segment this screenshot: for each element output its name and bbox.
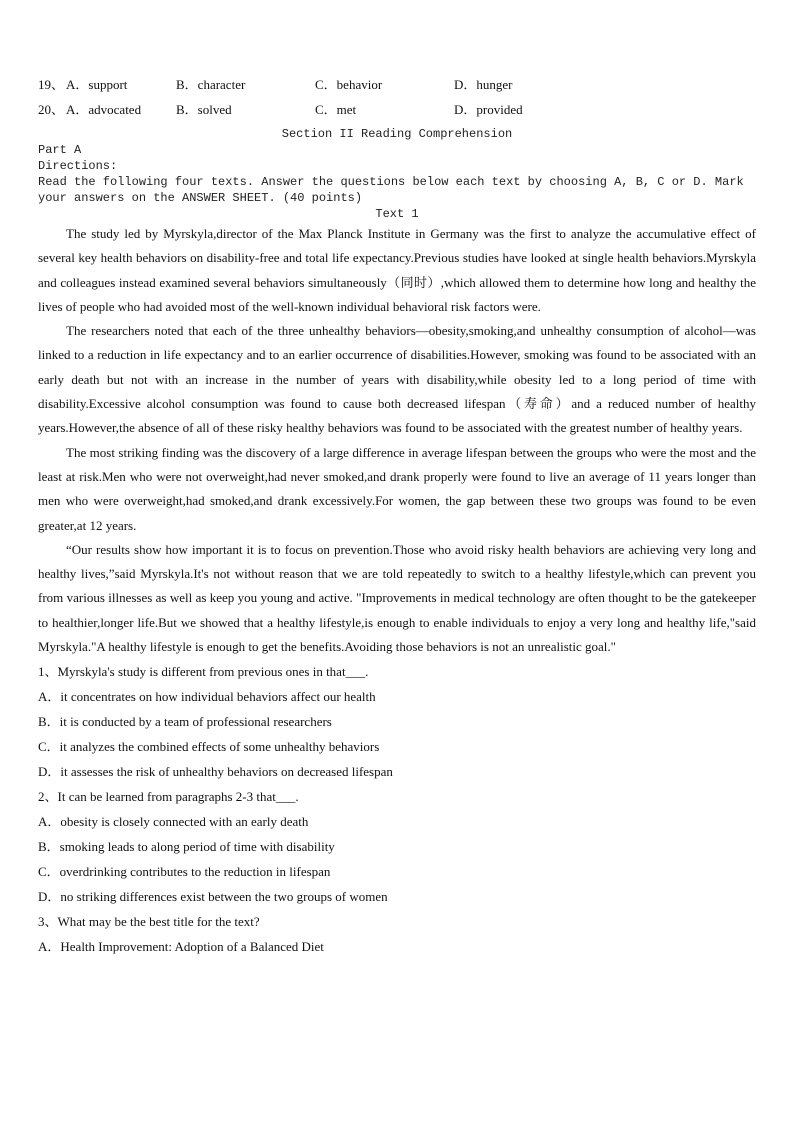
- question-2: [38, 784, 756, 909]
- directions-label: Directions:: [38, 159, 118, 173]
- option-a: A．advocated: [66, 102, 142, 117]
- question-3: [38, 909, 756, 959]
- choice-a: A．Health Improvement: Adoption of a Balanced Diet: [38, 939, 324, 955]
- question-stem: 2、It can be learned from paragraphs 2-3 that___.: [38, 789, 299, 805]
- option-b: B．character: [176, 77, 246, 92]
- choice-b: B．smoking leads to along period of time with disability: [38, 839, 335, 855]
- question-stem: 1、Myrskyla's study is different from previous ones in that___.: [38, 664, 369, 680]
- choice-c: C．overdrinking contributes to the reduction in lifespan: [38, 864, 331, 880]
- option-c: C．behavior: [315, 77, 383, 92]
- question-number: 19、: [38, 77, 65, 92]
- paragraph: “Our results show how important it is to focus on prevention.Those who avoid risky health behaviors are achieving very long and healthy lives,”said Myrskyla.It's not without reason that we are told repeatedly to switch to a healthy lifestyle,which can prevent you from various illnesses as well as keep you young and active. "Improvements in medical technology are often thought to be the gatekeeper to healthier,longer life.But we showed that a healthy lifestyle,is enough to enable individuals to enjoy a very long and healthy life,"said Myrskyla."A healthy lifestyle is enough to get the benefits.Avoiding those behaviors is not an unrealistic goal.": [38, 541, 756, 655]
- option-d: D．provided: [454, 102, 523, 117]
- question-19-options: [38, 74, 756, 99]
- document-page: [38, 74, 756, 959]
- question-stem: 3、What may be the best title for the text?: [38, 914, 260, 930]
- directions-text: Read the following four texts. Answer the questions below each text by choosing A, B, C or D. Mark your answers on the ANSWER SHEET. (40 points): [38, 175, 744, 205]
- text-title: Text 1: [375, 207, 419, 221]
- paragraph: The study led by Myrskyla,director of the Max Planck Institute in Germany was the first to analyze the accumulative effect of several key health behaviors on disability-free and total life expectancy.Previous studies have looked at single health behaviors.Myrskyla and colleagues instead examined several behaviors simultaneously（同时）,which allowed them to determine how long and healthy the lives of people who had avoided most of the well-known individual behavioral risk factors were.: [38, 226, 756, 314]
- choice-b: B．it is conducted by a team of professional researchers: [38, 714, 332, 730]
- option-d: D．hunger: [454, 77, 513, 92]
- question-1: [38, 659, 756, 784]
- question-20-options: [38, 99, 756, 124]
- choice-d: D．no striking differences exist between the two groups of women: [38, 889, 388, 905]
- choice-a: A．obesity is closely connected with an early death: [38, 814, 309, 830]
- option-a: A．support: [66, 77, 128, 92]
- option-b: B．solved: [176, 102, 232, 117]
- choice-a: A．it concentrates on how individual behaviors affect our health: [38, 689, 376, 705]
- question-number: 20、: [38, 102, 65, 117]
- choice-d: D．it assesses the risk of unhealthy behaviors on decreased lifespan: [38, 764, 393, 780]
- paragraph: The researchers noted that each of the three unhealthy behaviors—obesity,smoking,and unhealthy consumption of alcohol—was linked to a reduction in life expectancy and to an earlier occurrence of disabilities.However, smoking was found to be associated with an early death but not with an increase in the number of years with disability,while obesity led to a long period of time with disability.Excessive alcohol consumption was found to cause both decreased lifespan（寿命）and a reduced number of healthy years.However,the absence of all of these risky healthy behaviors was found to be associated with the greatest number of healthy years.: [38, 323, 756, 436]
- section-title: Section II Reading Comprehension: [281, 127, 513, 141]
- paragraph: The most striking finding was the discovery of a large difference in average lifespan between the groups who were the most and the least at risk.Men who were not overweight,had never smoked,and drank properly were found to live an average of 11 years longer than men who were overweight,had smoked,and drank excessively.For women, the gap between these two groups was found to be even greater,at 12 years.: [38, 444, 756, 533]
- part-label: Part A: [38, 143, 82, 157]
- option-c: C．met: [315, 102, 357, 117]
- choice-c: C．it analyzes the combined effects of some unhealthy behaviors: [38, 739, 380, 755]
